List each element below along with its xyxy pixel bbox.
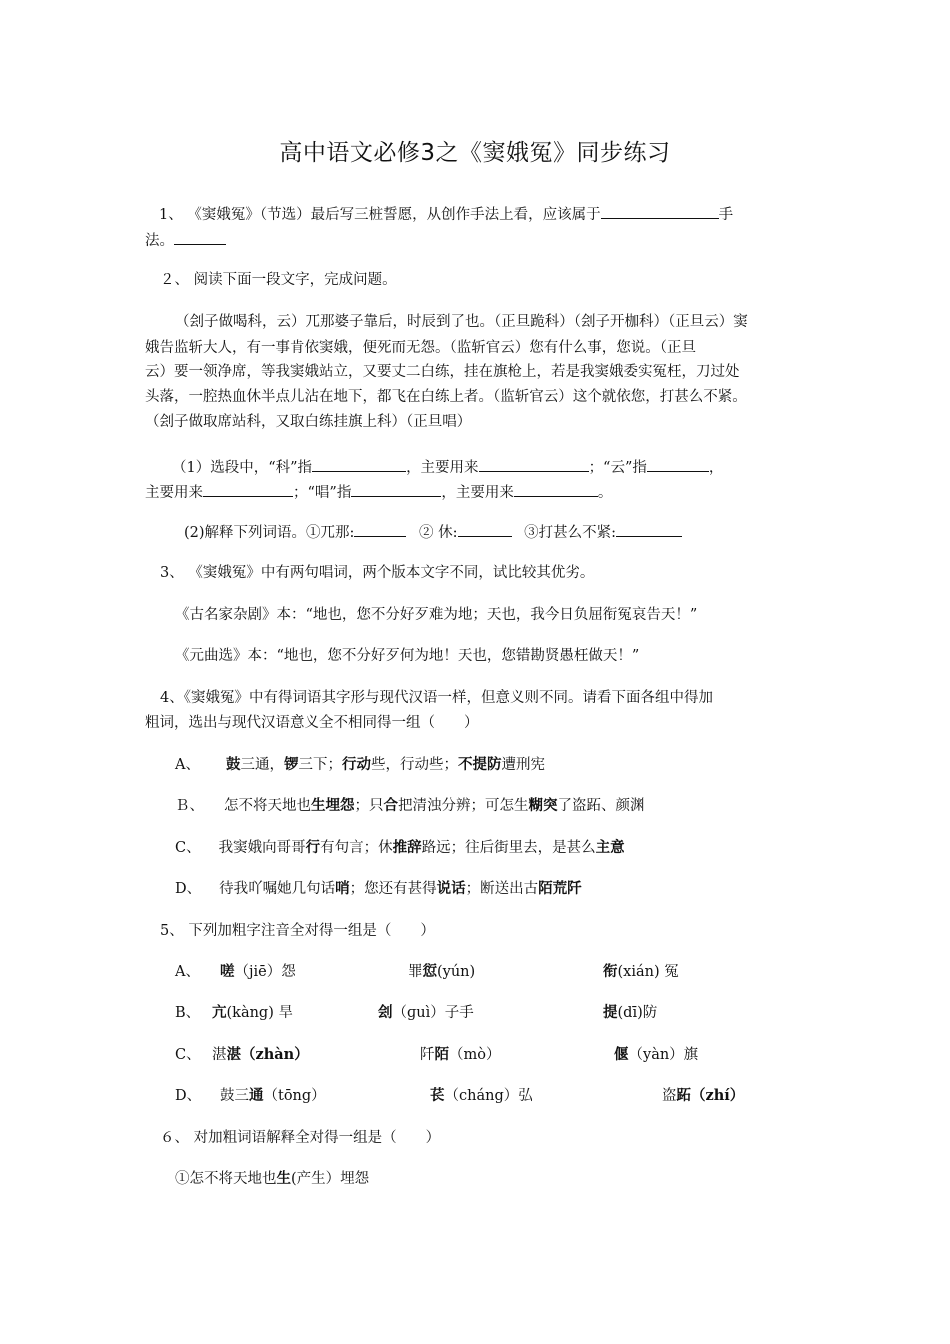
q1-line2: 法。 (145, 229, 226, 251)
blank[interactable] (647, 456, 709, 472)
q2-passage-1: （刽子做喝科，云）兀那婆子靠后，时辰到了也。（正旦跪科）（刽子开枷科）（正旦云）窦 (175, 314, 748, 330)
page-title: 高中语文必修3之《窦娥冤》同步练习 (279, 140, 671, 166)
q2-sub1-line1: （1）选段中，“科”指 ，主要用来 ；“云”指 ， (172, 456, 723, 478)
document-page: 高中语文必修3之《窦娥冤》同步练习 1、 《窦娥冤》（节选）最后写三桩誓愿，从创作手法上看，应该属于 手 法。 ２、 阅读下面一段文字，完成问题。 （刽子做喝科，云）兀那婆子靠后，时辰到了也。（正旦跪科）（刽子开枷科）（正旦云）窦 娥告监斩大人，有一事肯依窦娥，便死而无怨。（监斩官云）您有什么事，您说。（正旦 云）要一领净席，等我窦娥站立，又要丈二白练，挂在旗枪上，若是我窦娥委实冤枉，刀过处 头落，一腔热血休半点儿沾在地下，都飞在白练上者。（监斩官云）这个就依您，打甚么不紧。 （刽子做取席站科，又取白练挂旗上科）（正旦唱） （1）选段中，“科”指 ，主要用来 ；“云”指 ， 主要用来 ；“唱”指 ，主要用来 。 (2)解释下列词语。①兀那: ② 休: ③打甚么不紧: 3、 《窦娥冤》中有两句唱词，两个版本文字不同，试比较其优劣。 《古名家杂剧》本：“地也，您不分好歹难为地；天也，我今日负屈衔冤哀告天！” 《元曲选》本：“地也，您不分好歹何为地！天也，您错勘贤愚枉做天！” 4、《窦娥冤》中有得词语其字形与现代汉语一样，但意义则不同。请看下面各组中得加 粗词，选出与现代汉语意义全不相同得一组（ ） A、 鼓三通，锣三下；行动些，行动些；不提防遭刑宪 Ｂ、 怎不将天地也生埋怨；只合把清浊分辨；可怎生糊突了盗跖、颜渊 C、 我窦娥向哥哥行有句言；休推辞路远；往后街里去，是甚么主意 D、 待我吖嘱她几句话哨；您还有甚得说话；断送出古陌荒阡 5、 下列加粗字注音全对得一组是（ ） A、 嗟（jiē）怨 罪愆(yún) 衔(xián) 冤 B、 亢(kàng) 旱 刽（ɡuì）子手 提(dī)防 C、 湛湛（zhàn） 阡陌（mò） 偃（yàn）旗 D、 鼓三通（tōng） 苌（cháng）弘 盗跖（zhí） ６、 对加粗词语解释全对得一组是（ ） ①怎不将天地也生(产生）埋怨 (0, 0, 950, 1344)
q4-heading-1: 4、《窦娥冤》中有得词语其字形与现代汉语一样，但意义则不同。请看下面各组中得加 (160, 690, 713, 706)
q2-passage-4: 头落，一腔热血休半点儿沾在地下，都飞在白练上者。（监斩官云）这个就依您，打甚么不紧。 (145, 389, 747, 405)
blank[interactable] (479, 456, 589, 472)
blank[interactable] (354, 521, 406, 537)
q2-passage-5: （刽子做取席站科，又取白练挂旗上科）（正旦唱） (145, 414, 472, 430)
q6-heading: ６、 对加粗词语解释全对得一组是（ ） (160, 1130, 441, 1146)
q2-sub1-line2: 主要用来 ；“唱”指 ，主要用来 。 (145, 481, 612, 503)
q2-passage-3: 云）要一领净席，等我窦娥站立，又要丈二白练，挂在旗枪上，若是我窦娥委实冤枉，刀过处 (145, 364, 740, 380)
blank[interactable] (458, 521, 512, 537)
q4-heading-2: 粗词，选出与现代汉语意义全不相同得一组（ ） (145, 715, 479, 731)
blank[interactable] (601, 203, 719, 219)
blank[interactable] (514, 481, 598, 497)
q4-option-b[interactable]: Ｂ、 怎不将天地也生埋怨；只合把清浊分辨；可怎生糊突了盗跖、颜渊 (175, 797, 645, 814)
q1-line1: 1、 《窦娥冤》（节选）最后写三桩誓愿，从创作手法上看，应该属于 手 (145, 203, 733, 225)
q5-heading: 5、 下列加粗字注音全对得一组是（ ） (160, 923, 435, 939)
q4-option-d[interactable]: D、 待我吖嘱她几句话哨；您还有甚得说话；断送出古陌荒阡 (175, 880, 582, 897)
q2-sub2: (2)解释下列词语。①兀那: ② 休: ③打甚么不紧: (184, 521, 682, 543)
q4-option-a[interactable]: A、 鼓三通，锣三下；行动些，行动些；不提防遭刑宪 (175, 756, 545, 773)
q4-option-c[interactable]: C、 我窦娥向哥哥行有句言；休推辞路远；往后街里去，是甚么主意 (175, 839, 625, 856)
q2-heading: ２、 阅读下面一段文字，完成问题。 (160, 272, 397, 288)
blank[interactable] (351, 481, 441, 497)
blank[interactable] (174, 229, 226, 245)
blank[interactable] (312, 456, 406, 472)
q3-heading: 3、 《窦娥冤》中有两句唱词，两个版本文字不同，试比较其优劣。 (160, 565, 595, 581)
q3-version-2: 《元曲选》本：“地也，您不分好歹何为地！天也，您错勘贤愚枉做天！” (175, 648, 640, 664)
blank[interactable] (616, 521, 682, 537)
blank[interactable] (203, 481, 293, 497)
q6-item-1: ①怎不将天地也生(产生）埋怨 (175, 1170, 370, 1187)
q2-passage-2: 娥告监斩大人，有一事肯依窦娥，便死而无怨。（监斩官云）您有什么事，您说。（正旦 (145, 340, 696, 356)
q3-version-1: 《古名家杂剧》本：“地也，您不分好歹难为地；天也，我今日负屈衔冤哀告天！” (175, 607, 698, 623)
